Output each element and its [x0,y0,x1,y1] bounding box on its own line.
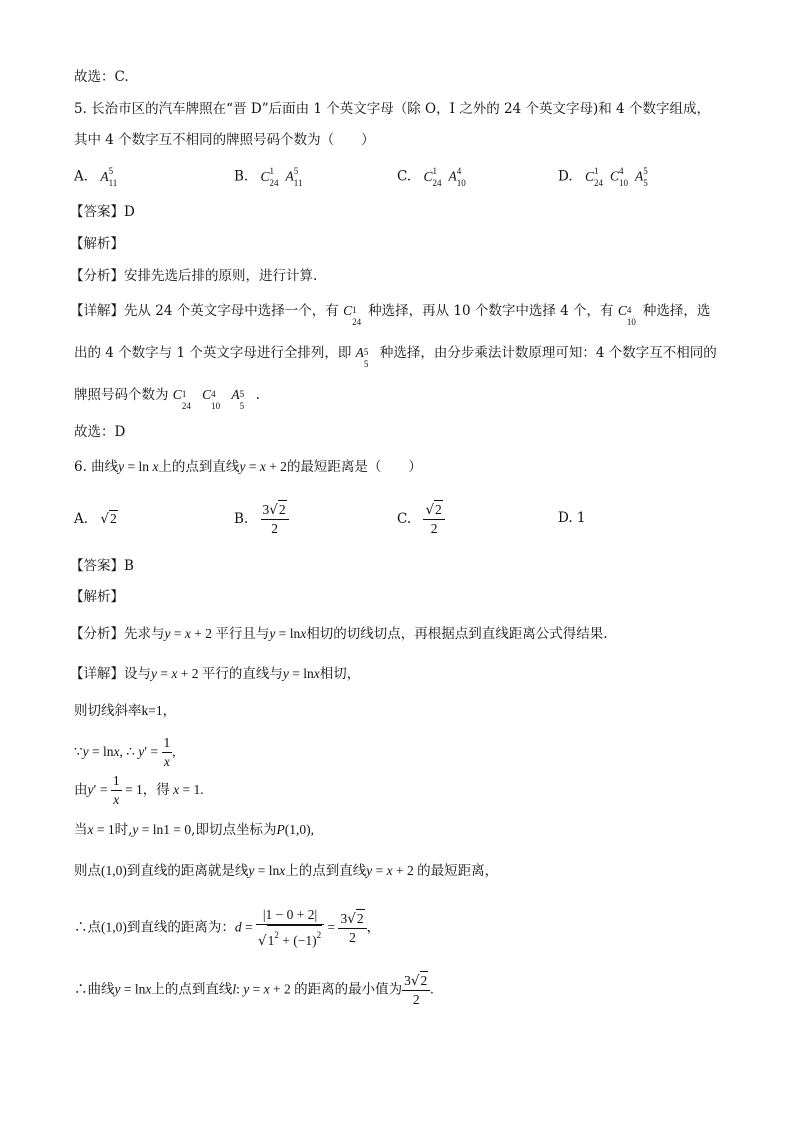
q5-detail-line3: 牌照号码个数为 C 1 24 C 4 10 A 5 5 . [74,387,260,411]
q6-option-c: C. $\frac{√2}{2}$ [397,500,445,538]
q5-stem-line2: 其中 4 个数字互不相同的牌照号码个数为（ ） [74,132,375,148]
q6-fenxi: 【分析】先求与y = x + 2 平行且与y = lnx相切的切线切点，再根据点到直线距离公式得结果. [70,626,608,642]
q6-distance-formula: ∴点(1,0)到直线的距离为：d = $\frac{|1 - 0 + 2|}{√1^2 + (-1)^2}$ = $\frac{3√2}{2}$ ， [74,907,381,949]
q5-conclusion: 故选：D [74,424,126,440]
q6-distance-statement: 则点(1,0)到直线的距离就是线y = lnx上的点到直线y = x + 2 的最短距离， [74,863,499,879]
q5-detail-line1: 【详解】先从 24 个英文字母中选择一个，有 C 1 24 种选择，再从 10 个数字中选择 4 个，有 C 4 10 种选择，选 [70,303,711,327]
q6-option-d: D. 1 [558,510,586,526]
q6-slope: 则切线斜率k=1， [74,703,177,719]
q6-tangent-point: 当x = 1时,y = ln1 = 0,即切点坐标为P(1,0), [74,822,314,838]
q5-detail-line2: 出的 4 个数字与 1 个英文字母进行全排列，即 A 5 5 种选择，由分步乘法计数原理可知：4 个数字互不相同的 [74,345,717,369]
q5-option-a: A. A 5 11 [74,166,118,188]
q6-detail-line1: 【详解】设与y = x + 2 平行的直线与y = lnx相切， [70,666,361,682]
q6-final: ∴曲线y = lnx上的点到直线l: y = x + 2 的距离的最小值为 $\frac{3√2}{2}$ . [74,973,434,1007]
q6-option-b: B. $\frac{3√2}{2}$ [234,500,289,538]
q5-option-b: B. C 1 24 A 5 11 [234,166,303,188]
q6-answer: 【答案】B [70,558,134,574]
q6-derivative: ∵y = lnx, ∴ y′ = $\frac{1}{x}$ , [74,735,176,769]
q5-answer: 【答案】D [70,204,135,220]
q6-option-a: A. √2 [74,511,117,527]
q6-stem: 6. 曲线y = ln x上的点到直线y = x + 2的最短距离是（ ） [74,459,422,475]
q6-solve: 由y′ = $\frac{1}{x}$ = 1，得 x = 1. [74,773,204,807]
q5-stem-line1: 5. 长治市区的汽车牌照在“晋 D”后面由 1 个英文字母（除 O，I 之外的 24 个英文字母)和 4 个数字组成， [74,101,710,117]
q5-analysis-heading: 【解析】 [70,236,124,252]
q5-option-d: D. C 1 24 C 4 10 A 5 5 [558,166,648,188]
previous-answer: 故选：C. [74,69,129,85]
q6-analysis-heading: 【解析】 [70,589,124,605]
q5-option-c: C. C 1 24 A 4 10 [397,166,466,188]
q5-fenxi: 【分析】安排先选后排的原则，进行计算. [70,268,318,284]
